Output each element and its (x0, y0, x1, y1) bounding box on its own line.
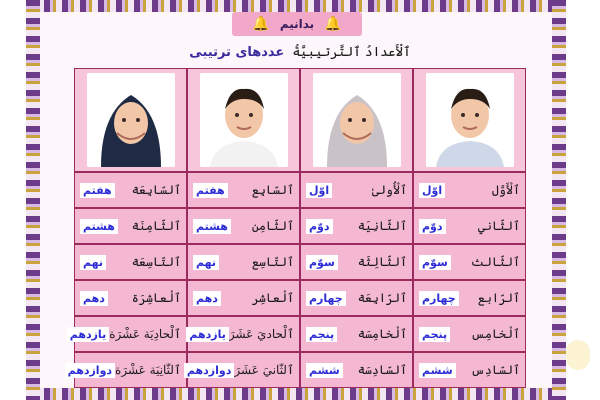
ordinal-numbers-table (67, 68, 526, 388)
persian-ordinal: ششم (419, 363, 456, 378)
arabic-ordinal: ٱلسّابِعَة (131, 183, 181, 197)
ordinal-cell (300, 280, 413, 316)
arabic-ordinal: ٱلتّاسِعَة (131, 255, 181, 269)
persian-ordinal: سوّم (306, 255, 338, 270)
avatar (426, 73, 514, 167)
ordinal-cell (187, 244, 300, 280)
avatar (200, 73, 288, 167)
persian-ordinal: نهم (80, 255, 106, 270)
ordinal-cell (300, 244, 413, 280)
persian-ordinal: هشتم (80, 219, 118, 234)
heading-arabic: ٱلْأَعدادُ ٱلتَّرتيبيَّةُ (292, 44, 411, 60)
persian-ordinal: هشتم (193, 219, 231, 234)
portrait-illustration (313, 73, 401, 167)
arabic-ordinal: ٱلرّابع (477, 291, 520, 305)
arabic-ordinal: ٱلْعاشِرَة (131, 291, 181, 305)
lesson-heading (180, 42, 420, 62)
persian-ordinal: چهارم (419, 291, 459, 306)
arabic-ordinal: ٱلثّالِثَة (357, 255, 407, 269)
persian-ordinal: پنجم (306, 327, 337, 342)
arabic-ordinal: ٱلتّاسِع (251, 255, 294, 269)
ordinal-cell (300, 208, 413, 244)
ornamental-border-left (26, 0, 40, 400)
arabic-ordinal: ٱلْحادِيَة عَشْرَة (109, 327, 181, 341)
ordinal-cell (413, 172, 526, 208)
persian-ordinal: یازدهم (67, 327, 110, 342)
persian-ordinal: هفتم (193, 183, 228, 198)
ordinal-cell (187, 316, 300, 352)
scroll-indicator[interactable] (566, 340, 590, 370)
ordinal-cell (187, 208, 300, 244)
ordinal-cell (413, 352, 526, 388)
ordinal-cell (69, 316, 187, 352)
ornamental-border-bottom (26, 388, 566, 400)
avatar (313, 73, 401, 167)
persian-ordinal: چهارم (306, 291, 346, 306)
ornamental-border-right (552, 0, 566, 400)
ordinal-cell (74, 172, 187, 208)
arabic-ordinal: ٱلثّانِيَة عَشْرَة (115, 363, 181, 377)
persian-ordinal: هفتم (80, 183, 115, 198)
ordinal-cell (413, 316, 526, 352)
persian-ordinal: اوّل (306, 183, 332, 198)
ordinal-cell (67, 352, 187, 388)
persian-ordinal: دوازدهم (65, 363, 115, 378)
bell-icon: 🔔 (252, 16, 270, 32)
persian-ordinal: دهم (80, 291, 108, 306)
persian-ordinal: دهم (193, 291, 221, 306)
photo-cell (187, 68, 300, 172)
arabic-ordinal: ٱلسّادِسَة (357, 363, 407, 377)
arabic-ordinal: ٱلثّانيَ عَشَرَ (234, 363, 294, 377)
photo-cell (74, 68, 187, 172)
ordinal-cell (413, 244, 526, 280)
photo-cell (413, 68, 526, 172)
ordinal-cell (187, 352, 300, 388)
ordinal-cell (74, 280, 187, 316)
persian-ordinal: سوّم (419, 255, 451, 270)
ordinal-cell (300, 172, 413, 208)
ordinal-cell (74, 208, 187, 244)
ordinal-cell (74, 244, 187, 280)
arabic-ordinal: ٱلسّابِع (251, 183, 294, 197)
arabic-ordinal: ٱلْأَوَّل (491, 183, 520, 197)
arabic-ordinal: ٱلثّانِيَة (357, 219, 407, 233)
ordinal-cell (187, 280, 300, 316)
photo-cell (300, 68, 413, 172)
persian-ordinal: پنجم (419, 327, 450, 342)
arabic-ordinal: ٱلثّامِنَة (131, 219, 181, 233)
section-banner (232, 12, 362, 36)
ordinal-cell (187, 172, 300, 208)
arabic-ordinal: ٱلثّالث (470, 255, 520, 269)
arabic-ordinal: ٱلثّامِن (251, 219, 294, 233)
portrait-illustration (426, 73, 514, 167)
arabic-ordinal: ٱلْخامِسَة (357, 327, 407, 341)
arabic-ordinal: ٱلسّادِس (470, 363, 520, 377)
ordinal-cell (300, 316, 413, 352)
banner-label: بدانیم (279, 17, 315, 31)
arabic-ordinal: ٱلْعاشِر (251, 291, 294, 305)
heading-persian: عددهای ترتیبی (189, 44, 285, 60)
arabic-ordinal: ٱلْخامِس (470, 327, 520, 341)
avatar (87, 73, 175, 167)
persian-ordinal: ششم (306, 363, 343, 378)
arabic-ordinal: ٱلثّاني (477, 219, 520, 233)
persian-ordinal: دوّم (419, 219, 446, 234)
persian-ordinal: دوّم (306, 219, 333, 234)
bell-icon: 🔔 (324, 16, 342, 32)
persian-ordinal: نهم (193, 255, 219, 270)
ordinal-cell (413, 208, 526, 244)
ornamental-border-top (26, 0, 566, 12)
persian-ordinal: یازدهم (186, 327, 229, 342)
arabic-ordinal: ٱلْحاديَ عَشَرَ (228, 327, 294, 341)
ordinal-cell (413, 280, 526, 316)
arabic-ordinal: ٱلرّابِعَة (357, 291, 407, 305)
persian-ordinal: دوازدهم (184, 363, 234, 378)
persian-ordinal: اوّل (419, 183, 445, 198)
ordinal-cell (300, 352, 413, 388)
arabic-ordinal: ٱلْأُولیٰ (371, 183, 407, 197)
portrait-illustration (200, 73, 288, 167)
portrait-illustration (87, 73, 175, 167)
